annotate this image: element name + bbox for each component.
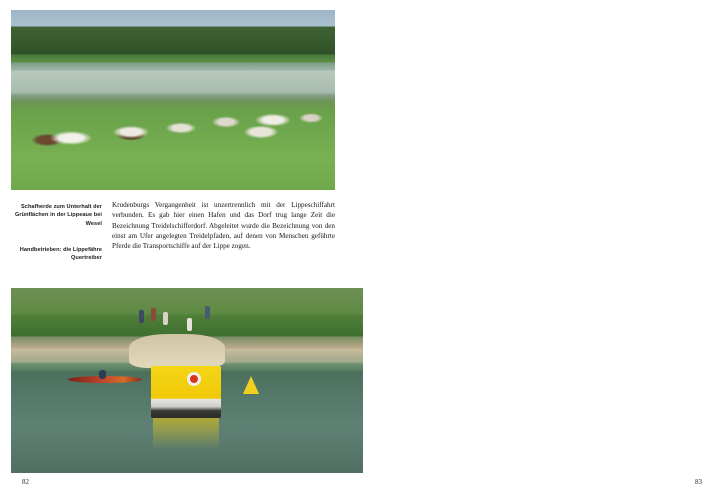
sheep-grazing-photo	[11, 10, 335, 190]
kayaker-figure	[99, 370, 106, 379]
cable-ferry	[151, 366, 221, 418]
left-page-body-text	[112, 200, 335, 252]
person-figure	[151, 308, 156, 321]
person-figure	[139, 310, 144, 323]
page-number-right: 83	[695, 478, 702, 486]
life-ring-icon	[187, 372, 201, 386]
caption-ferry-photo: Handbetrieben: die Lippefähre Quertreiber	[19, 247, 102, 262]
gravel-path	[129, 334, 225, 368]
caption-sheep-photo: Schafherde zum Unterhalt der Grünflächen in der Lippeaue bei Wesel	[14, 204, 102, 227]
ferry-reflection	[153, 418, 219, 450]
channel-buoy	[243, 376, 259, 394]
lippe-ferry-photo	[11, 288, 363, 473]
right-page	[366, 0, 720, 499]
krudenburg-paragraph: Krudenburgs Vergangenheit ist unzertrennlich mit der Lippeschiffahrt verbunden. Es gab hier einen Hafen und das Dorf trug lange Zeit die Bezeichnung Treidelschifferdorf. Abgeleitet wurde die Bezeichnung von den einst am Ufer angelegten Treidelpfaden, auf denen von Menschen geführte Pferde die Transportschiffe auf der Lippe zogen.	[112, 201, 335, 251]
person-figure	[163, 312, 168, 325]
person-figure	[187, 318, 192, 331]
person-figure	[205, 306, 210, 319]
page-number-left: 82	[22, 478, 29, 486]
